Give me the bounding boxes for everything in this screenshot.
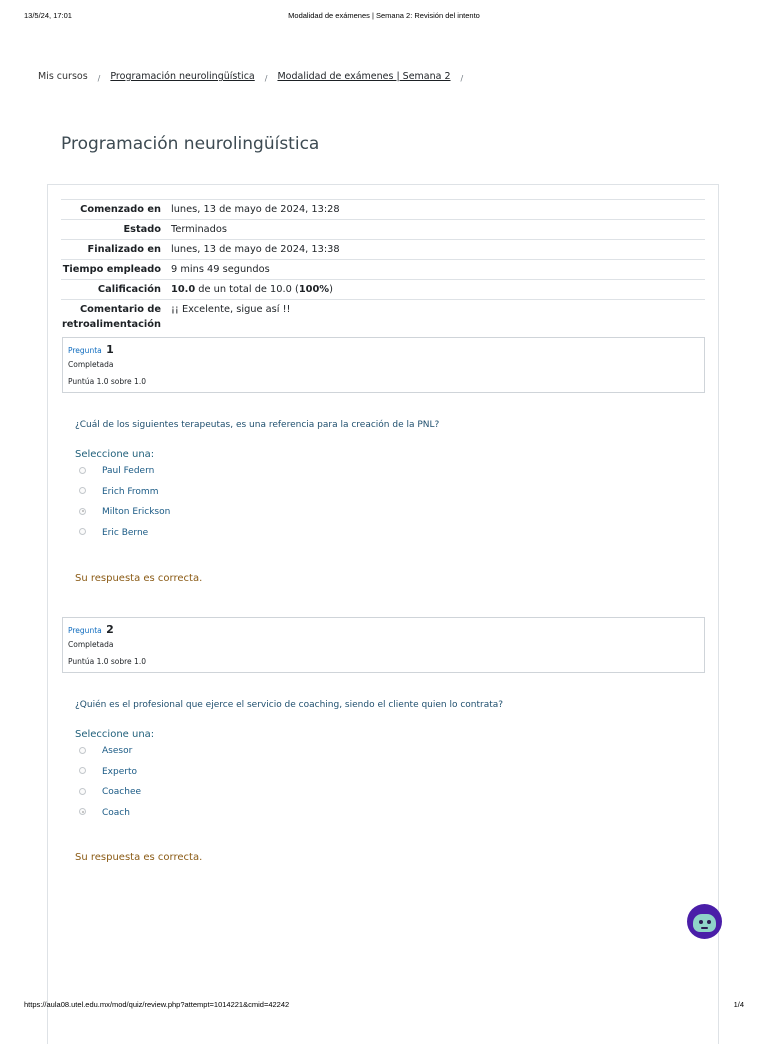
question-label: Pregunta [68, 346, 102, 355]
radio-button-checked[interactable] [79, 508, 86, 515]
summary-row-feedback [61, 300, 705, 335]
summary-label: Estado [123, 224, 161, 235]
summary-row-finished [61, 240, 705, 260]
summary-value: lunes, 13 de mayo de 2024, 13:38 [171, 244, 340, 255]
grade-close: ) [329, 284, 333, 295]
summary-label: Finalizado en [87, 244, 161, 255]
radio-button[interactable] [79, 528, 86, 535]
question-label: Pregunta [68, 626, 102, 635]
question-feedback-1: Su respuesta es correcta. [75, 573, 203, 584]
summary-label: Tiempo empleado [62, 264, 161, 275]
question-number: 2 [106, 623, 114, 636]
print-header [24, 11, 744, 23]
radio-button[interactable] [79, 467, 86, 474]
answer-label: Experto [102, 766, 137, 777]
chatbot-eye [699, 920, 703, 924]
breadcrumb-exam-section[interactable]: Modalidad de exámenes | Semana 2 [277, 71, 451, 82]
breadcrumb-course[interactable]: Programación neurolingüística [110, 71, 255, 82]
summary-row-time-taken [61, 260, 705, 280]
question-info-1 [62, 337, 705, 393]
answer-label: Paul Federn [102, 466, 155, 477]
print-title: Modalidad de exámenes | Semana 2: Revisión del intento [288, 11, 480, 20]
summary-value: ¡¡ Excelente, sigue así !! [171, 304, 291, 315]
print-footer [24, 1000, 744, 1012]
summary-row-started [61, 200, 705, 220]
summary-label: Calificación [97, 284, 161, 295]
answer-option[interactable] [79, 523, 170, 544]
breadcrumb-my-courses[interactable]: Mis cursos [38, 71, 88, 82]
summary-value: 9 mins 49 segundos [171, 264, 270, 275]
answer-label: Coach [102, 807, 130, 818]
print-datetime: 13/5/24, 17:01 [24, 11, 72, 20]
question-grade: Puntúa 1.0 sobre 1.0 [68, 657, 146, 666]
answer-option[interactable] [79, 741, 141, 762]
answer-option[interactable] [79, 482, 170, 503]
chatbot-robot-icon[interactable] [687, 904, 722, 939]
summary-value [171, 280, 705, 300]
summary-label: Comentario de retroalimentación [61, 304, 161, 330]
answer-options-2 [79, 741, 141, 823]
radio-button[interactable] [79, 788, 86, 795]
radio-button-checked[interactable] [79, 808, 86, 815]
answer-option[interactable] [79, 461, 170, 482]
grade-total: de un total de 10.0 ( [195, 284, 299, 295]
breadcrumb [38, 71, 473, 82]
answer-label: Eric Berne [102, 527, 149, 538]
question-text-2: ¿Quién es el profesional que ejerce el servicio de coaching, siendo el cliente quien lo contrata? [75, 700, 504, 710]
question-state: Completada [68, 640, 114, 649]
answer-option-selected[interactable] [79, 803, 141, 824]
answer-option[interactable] [79, 762, 141, 783]
question-grade: Puntúa 1.0 sobre 1.0 [68, 377, 146, 386]
answer-label: Erich Fromm [102, 486, 159, 497]
grade-score: 10.0 [171, 284, 196, 295]
attempt-summary-table [61, 199, 705, 334]
answer-option-selected[interactable] [79, 502, 170, 523]
summary-row-grade [61, 280, 705, 300]
grade-percent: 100% [298, 284, 330, 295]
summary-label: Comenzado en [80, 204, 161, 215]
answer-option[interactable] [79, 782, 141, 803]
radio-button[interactable] [79, 747, 86, 754]
radio-button[interactable] [79, 487, 86, 494]
summary-value: lunes, 13 de mayo de 2024, 13:28 [171, 204, 340, 215]
breadcrumb-separator: / [460, 74, 464, 83]
radio-button[interactable] [79, 767, 86, 774]
summary-row-state [61, 220, 705, 240]
breadcrumb-separator: / [97, 74, 101, 83]
summary-value: Terminados [171, 224, 227, 235]
question-state: Completada [68, 360, 114, 369]
breadcrumb-separator: / [264, 74, 268, 83]
select-one-prompt: Seleccione una: [75, 449, 155, 460]
answer-label: Asesor [102, 746, 133, 757]
question-number: 1 [106, 343, 114, 356]
question-feedback-2: Su respuesta es correcta. [75, 852, 203, 863]
answer-options-1 [79, 461, 170, 543]
answer-label: Milton Erickson [102, 507, 171, 518]
print-page-number: 1/4 [733, 1000, 744, 1009]
print-url: https://aula08.utel.edu.mx/mod/quiz/review.php?attempt=1014221&cmid=42242 [24, 1000, 290, 1009]
question-text-1: ¿Cuál de los siguientes terapeutas, es una referencia para la creación de la PNL? [75, 420, 440, 430]
question-info-2 [62, 617, 705, 673]
select-one-prompt: Seleccione una: [75, 729, 155, 740]
chatbot-eye [707, 920, 711, 924]
page-title: Programación neurolingüística [61, 134, 320, 154]
chatbot-mouth [701, 927, 708, 929]
answer-label: Coachee [102, 787, 142, 798]
chatbot-face [693, 914, 716, 932]
